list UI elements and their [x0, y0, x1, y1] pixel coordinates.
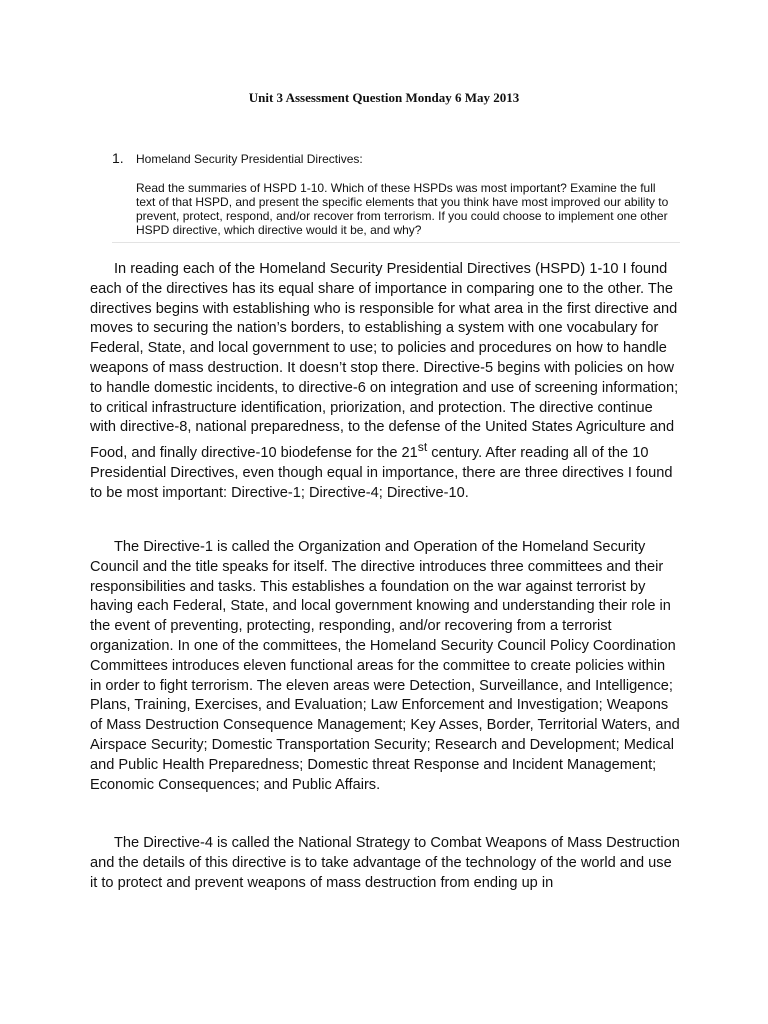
ordinal-superscript: st — [417, 440, 428, 455]
paragraph-text — [90, 260, 680, 503]
paragraph-3-text: The Directive-4 is called the National Strategy to Combat Weapons of Mass Destruction and the details of this directive is to take advantage of the technology of the world and use it to protect and prevent weapons of mass destruction from ending up in — [90, 835, 680, 891]
paragraph-1-text-continued: century. After reading all of the 10 Presidential Directives, even though equal in importance, there are three directives I found to be most important: Directive-1; Directive-4; Directive-10. — [90, 445, 673, 501]
question-heading: Homeland Security Presidential Directives: — [136, 152, 363, 166]
body-paragraph-2 — [90, 538, 680, 795]
paragraph-2-text: The Directive-1 is called the Organization and Operation of the Homeland Security Council and the title speaks for itself. The directive introduces three committees and their responsibilities and tasks. This establishes a foundation on the war against terrorist by having each Federal, State, and local government knowing and understanding their role in the event of preventing, protecting, responding, and/or recovering from a terrorist organization. In one of the committees, the Homeland Security Council Policy Coordination Committees introduces eleven functional areas for the committee to create policies within in order to fight terrorism. The eleven areas were Detection, Surveillance, and Intelligence; Plans, Training, Exercises, and Evaluation; Law Enforcement and Investigation; Weapons of Mass Destruction Consequence Management; Key Asses, Border, Territorial Waters, and Airspace Security; Domestic Transportation Security; Research and Development; Medical and Public Health Preparedness; Domestic threat Response and Incident Management; Economic Consequences; and Public Affairs. — [90, 539, 680, 793]
body-paragraph-1 — [90, 260, 680, 503]
question-number: 1. — [112, 150, 124, 166]
question-body: Read the summaries of HSPD 1-10. Which of these HSPDs was most important? Examine the full text of that HSPD, and present the specific elements that you think have most improved our ability to prevent, protect, respond, and/or recover from terrorism. If you could choose to implement one other HSPD directive, which directive would it be, and why? — [136, 181, 669, 237]
document-title: Unit 3 Assessment Question Monday 6 May 2013 — [248, 90, 520, 105]
paragraph-1-text: In reading each of the Homeland Security Presidential Directives (HSPD) 1-10 I found each of the directives has its equal share of importance in comparing one to the other. The directives begins with establishing who is responsible for what area in the first directive and moves to securing the nation’s borders, to establishing a system with one vocabulary for Federal, State, and local government to use; to policies and procedures on how to handle weapons of mass destruction. It doesn’t stop there. Directive-5 begins with policies on how to handle domestic incidents, to directive-6 on integration and use of screening information; to critical infrastructure identification, priorization, and protection. The directive continue with directive-8, national preparedness, to the defense of the United States Agriculture and Food, and finally directive-10 biodefense for the 21 — [90, 261, 679, 462]
body-paragraph-3 — [90, 834, 680, 893]
question-divider — [112, 242, 680, 243]
